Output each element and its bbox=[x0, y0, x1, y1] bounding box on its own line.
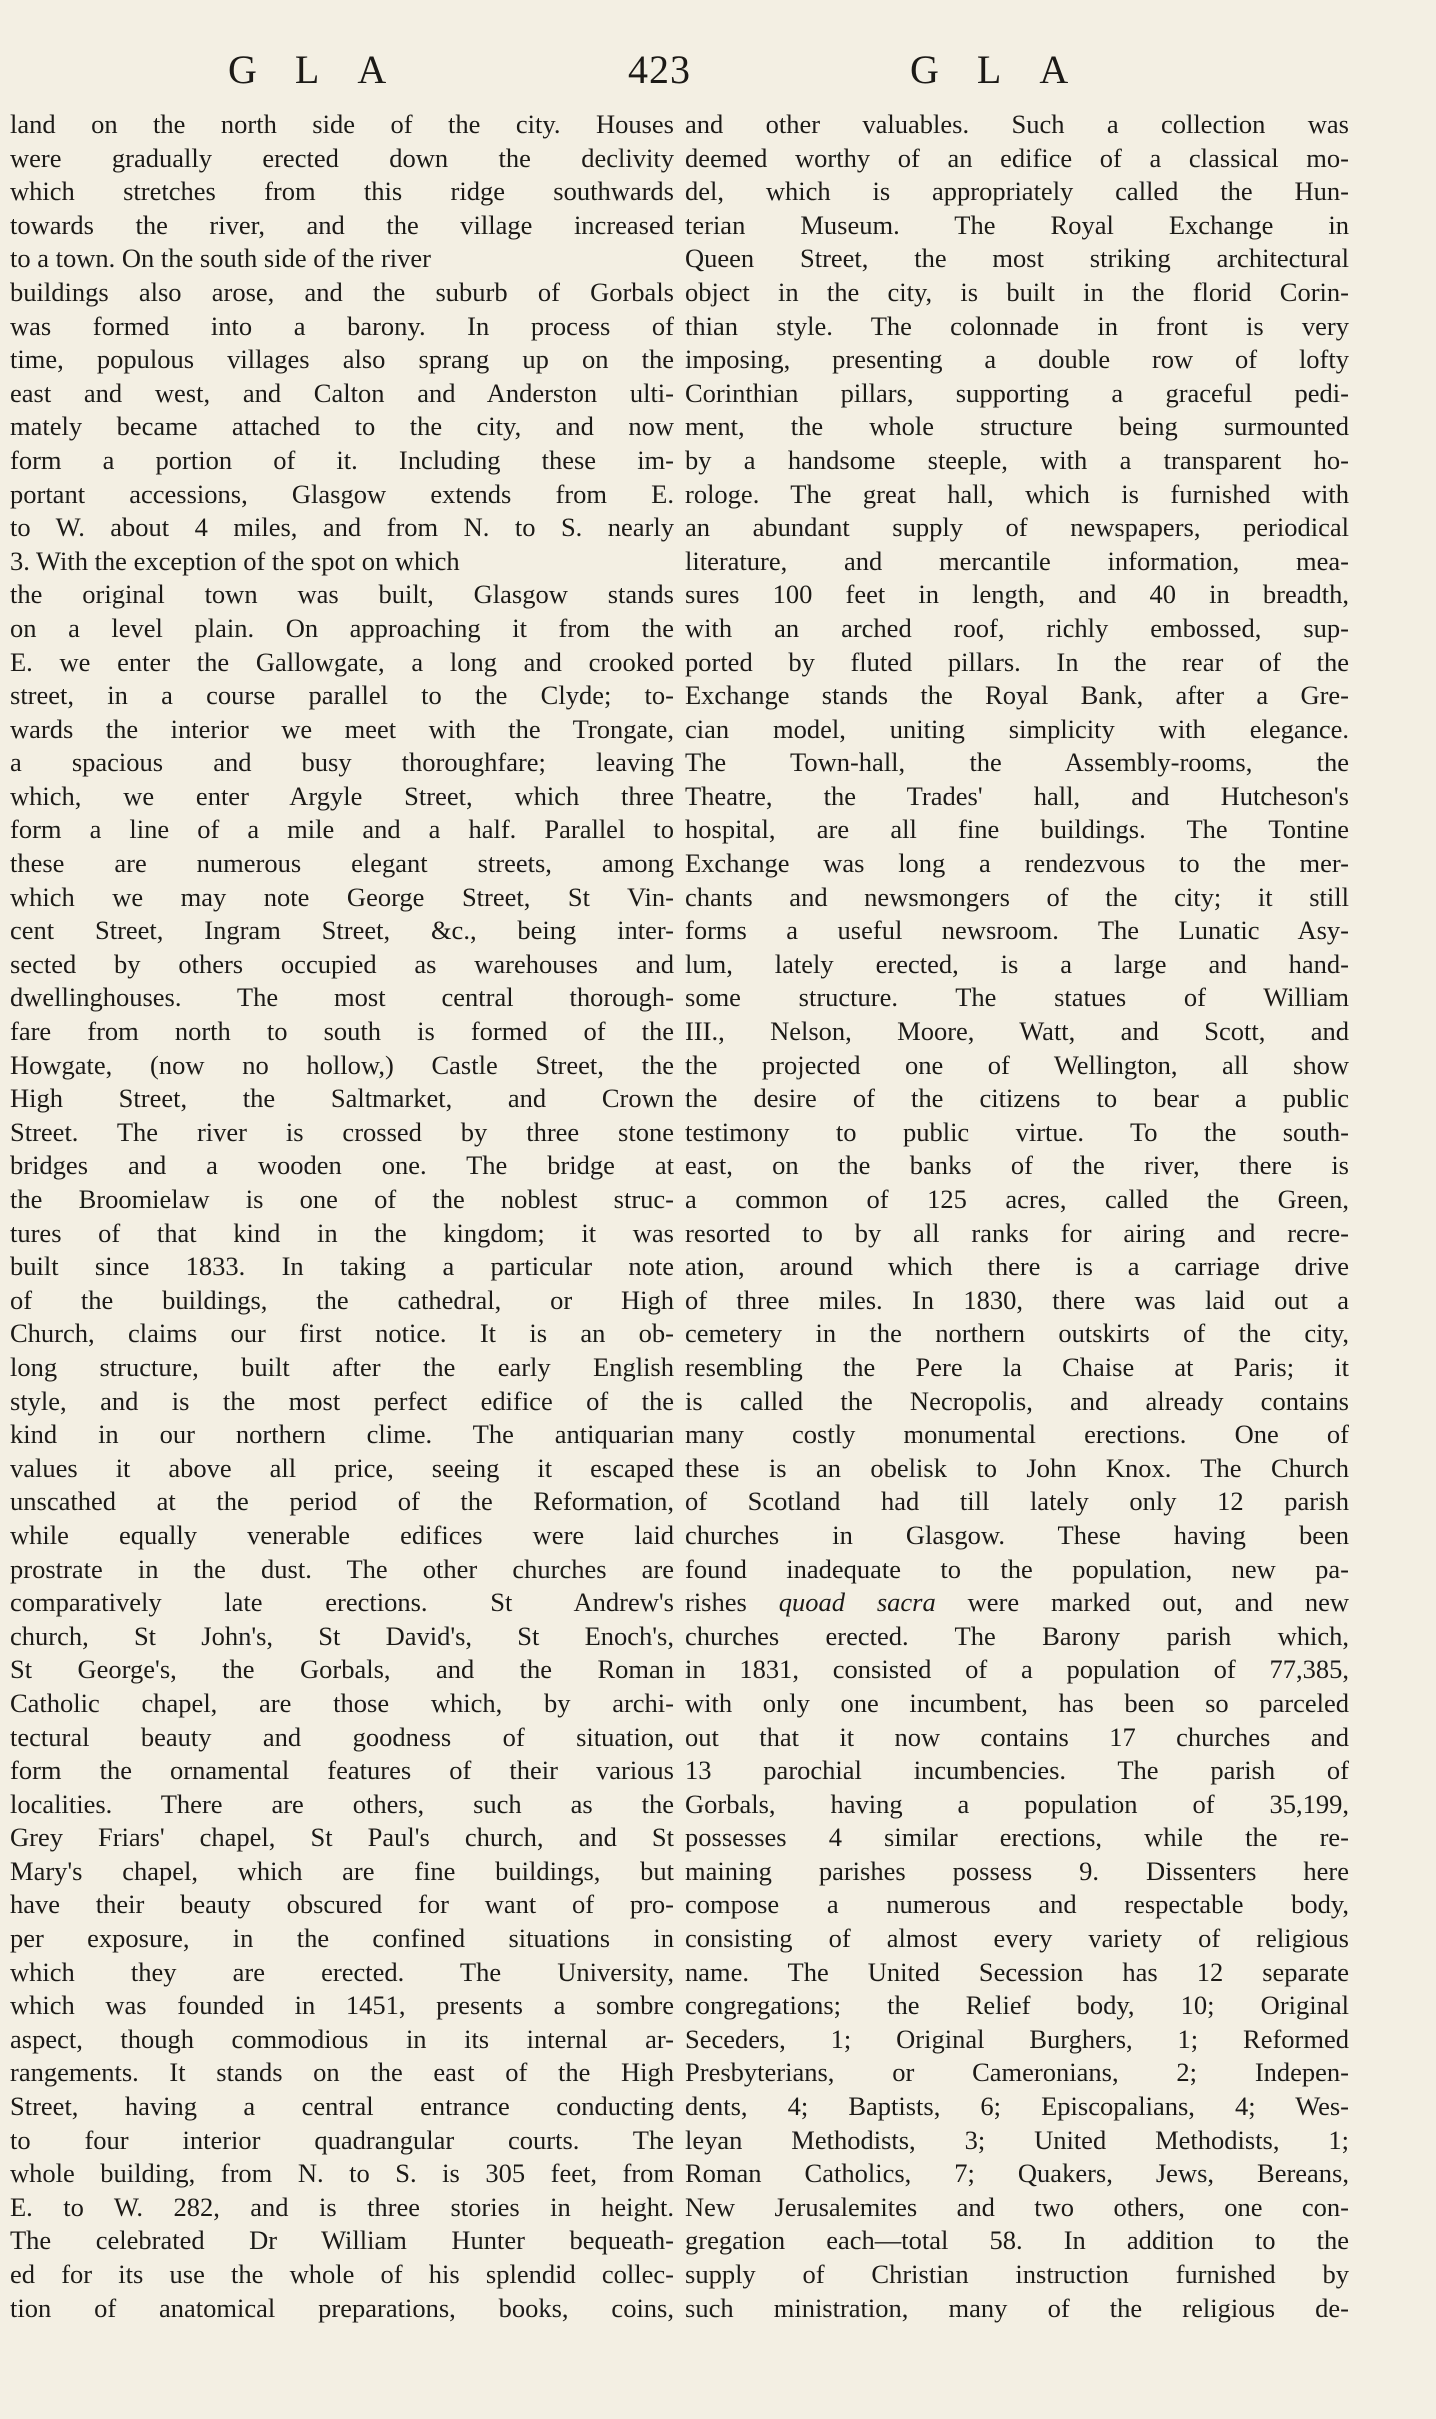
text-line: cemetery in the northern outskirts of the city, bbox=[685, 1318, 1349, 1349]
text-line: is called the Necropolis, and already contains bbox=[685, 1385, 1349, 1416]
text-line: The celebrated Dr William Hunter bequeath- bbox=[10, 2225, 674, 2256]
text-line: with only one incumbent, has been so parceled bbox=[685, 1687, 1349, 1718]
text-line: by a handsome steeple, with a transparent ho- bbox=[685, 444, 1349, 475]
text-line: dwellinghouses. The most central thorough- bbox=[10, 982, 674, 1013]
text-line: which stretches from this ridge southwards bbox=[10, 176, 674, 207]
text-line: Exchange stands the Royal Bank, after a Gre- bbox=[685, 680, 1349, 711]
text-line: del, which is appropriately called the Hun- bbox=[685, 176, 1349, 207]
text-line: tion of anatomical preparations, books, coins, bbox=[10, 2292, 674, 2323]
text-line: ation, around which there is a carriage drive bbox=[685, 1251, 1349, 1282]
text-line: Roman Catholics, 7; Quakers, Jews, Bereans, bbox=[685, 2158, 1349, 2189]
text-line: whole building, from N. to S. is 305 feet, from bbox=[10, 2158, 674, 2189]
text-line: gregation each—total 58. In addition to the bbox=[685, 2225, 1349, 2256]
text-line: object in the city, is built in the florid Corin- bbox=[685, 276, 1349, 307]
text-line: 3. With the exception of the spot on which bbox=[10, 545, 460, 576]
text-line: the desire of the citizens to bear a public bbox=[685, 1083, 1349, 1114]
text-line: E. we enter the Gallowgate, a long and crooked bbox=[10, 646, 674, 677]
text-line: churches erected. The Barony parish which, bbox=[685, 1620, 1349, 1651]
text-line: towards the river, and the village increased bbox=[10, 209, 674, 240]
right-text-column bbox=[685, 108, 1349, 2325]
text-line: form a portion of it. Including these im- bbox=[10, 444, 674, 475]
text-line: consisting of almost every variety of religious bbox=[685, 1923, 1349, 1954]
text-line: some structure. The statues of William bbox=[685, 982, 1349, 1013]
text-line: which they are erected. The University, bbox=[10, 1956, 674, 1987]
text-line: while equally venerable edifices were laid bbox=[10, 1519, 674, 1550]
text-line: Presbyterians, or Cameronians, 2; Indepen- bbox=[685, 2057, 1349, 2088]
text-line: imposing, presenting a double row of lofty bbox=[685, 344, 1349, 375]
text-line: Theatre, the Trades' hall, and Hutcheson's bbox=[685, 780, 1349, 811]
text-line: hospital, are all fine buildings. The Tontine bbox=[685, 814, 1349, 845]
text-line: High Street, the Saltmarket, and Crown bbox=[10, 1083, 674, 1114]
text-line: chants and newsmongers of the city; it still bbox=[685, 881, 1349, 912]
text-line: sected by others occupied as warehouses and bbox=[10, 948, 674, 979]
text-line: on a level plain. On approaching it from the bbox=[10, 612, 674, 643]
text-line: rishes quoad sacra were marked out, and new bbox=[685, 1587, 1349, 1618]
text-line: forms a useful newsroom. The Lunatic Asy- bbox=[685, 915, 1349, 946]
text-line: and other valuables. Such a collection was bbox=[685, 109, 1349, 139]
text-line: to a town. On the south side of the river bbox=[10, 243, 431, 274]
text-line: mately became attached to the city, and now bbox=[10, 411, 674, 442]
text-line: of Scotland had till lately only 12 parish bbox=[685, 1486, 1349, 1517]
text-line: tectural beauty and goodness of situation, bbox=[10, 1721, 674, 1752]
header-left-keyword: GLA bbox=[228, 47, 425, 92]
text-line: aspect, though commodious in its internal ar- bbox=[10, 2023, 674, 2054]
text-line: east and west, and Calton and Anderston ulti- bbox=[10, 377, 674, 408]
text-line: of the buildings, the cathedral, or High bbox=[10, 1284, 674, 1315]
text-line: values it above all price, seeing it escaped bbox=[10, 1452, 674, 1483]
text-line: fare from north to south is formed of the bbox=[10, 1016, 674, 1047]
text-line: Howgate, (now no hollow,) Castle Street, the bbox=[10, 1049, 674, 1080]
text-line: 13 parochial incumbencies. The parish of bbox=[685, 1755, 1349, 1786]
text-line: such ministration, many of the religious de- bbox=[685, 2292, 1349, 2323]
text-line: resorted to by all ranks for airing and recre- bbox=[685, 1217, 1349, 1248]
text-line: leyan Methodists, 3; United Methodists, 1; bbox=[685, 2124, 1349, 2155]
text-line: III., Nelson, Moore, Watt, and Scott, and bbox=[685, 1016, 1349, 1047]
text-line: Queen Street, the most striking architectural bbox=[685, 243, 1349, 274]
text-line: churches in Glasgow. These having been bbox=[685, 1519, 1349, 1550]
text-line: prostrate in the dust. The other churches are bbox=[10, 1553, 674, 1584]
text-line: to W. about 4 miles, and from N. to S. nearly bbox=[10, 512, 674, 543]
text-line: Grey Friars' chapel, St Paul's church, and St bbox=[10, 1822, 674, 1853]
text-line: built since 1833. In taking a particular note bbox=[10, 1251, 674, 1282]
text-line: rangements. It stands on the east of the High bbox=[10, 2057, 674, 2088]
text-line: portant accessions, Glasgow extends from E. bbox=[10, 478, 674, 509]
text-line: have their beauty obscured for want of pro- bbox=[10, 1889, 674, 1920]
text-line: ment, the whole structure being surmounted bbox=[685, 411, 1349, 442]
text-line: St George's, the Gorbals, and the Roman bbox=[10, 1654, 674, 1685]
text-line: testimony to public virtue. To the south- bbox=[685, 1116, 1349, 1147]
text-line: found inadequate to the population, new pa- bbox=[685, 1553, 1349, 1584]
text-line: in 1831, consisted of a population of 77,385, bbox=[685, 1654, 1349, 1685]
text-line: a spacious and busy thoroughfare; leaving bbox=[10, 747, 674, 778]
text-line: ported by fluted pillars. In the rear of the bbox=[685, 646, 1349, 677]
text-line: form the ornamental features of their various bbox=[10, 1755, 674, 1786]
text-line: E. to W. 282, and is three stories in height. bbox=[10, 2191, 674, 2222]
text-line: name. The United Secession has 12 separate bbox=[685, 1956, 1349, 1987]
text-line: ed for its use the whole of his splendid collec- bbox=[10, 2259, 674, 2289]
text-line: deemed worthy of an edifice of a classical mo- bbox=[685, 142, 1349, 173]
text-line: Corinthian pillars, supporting a graceful pedi- bbox=[685, 377, 1349, 408]
text-line: east, on the banks of the river, there is bbox=[685, 1150, 1349, 1181]
text-line: the original town was built, Glasgow stands bbox=[10, 579, 674, 610]
text-line: Church, claims our first notice. It is an ob- bbox=[10, 1318, 674, 1349]
text-line: these are numerous elegant streets, among bbox=[10, 848, 674, 879]
page-number: 423 bbox=[628, 47, 691, 92]
text-line: which was founded in 1451, presents a sombre bbox=[10, 1990, 674, 2021]
text-line: Catholic chapel, are those which, by archi- bbox=[10, 1687, 674, 1718]
text-line: form a line of a mile and a half. Parallel to bbox=[10, 814, 674, 845]
text-line: per exposure, in the confined situations in bbox=[10, 1923, 674, 1954]
text-line: buildings also arose, and the suburb of Gorbals bbox=[10, 276, 674, 307]
text-line: style, and is the most perfect edifice of the bbox=[10, 1385, 674, 1416]
text-line: unscathed at the period of the Reformation, bbox=[10, 1486, 674, 1517]
text-line: were gradually erected down the declivity bbox=[10, 142, 674, 173]
text-line: which we may note George Street, St Vin- bbox=[10, 881, 674, 912]
text-line: an abundant supply of newspapers, periodical bbox=[685, 512, 1349, 543]
left-text-column bbox=[10, 108, 674, 2325]
text-line: Street. The river is crossed by three stone bbox=[10, 1116, 674, 1147]
text-line: kind in our northern clime. The antiquarian bbox=[10, 1419, 674, 1450]
text-line: lum, lately erected, is a large and hand- bbox=[685, 948, 1349, 979]
text-line: tures of that kind in the kingdom; it was bbox=[10, 1217, 674, 1248]
text-line: literature, and mercantile information, mea- bbox=[685, 545, 1349, 576]
text-line: these is an obelisk to John Knox. The Church bbox=[685, 1452, 1349, 1483]
italic-phrase: quoad sacra bbox=[778, 1587, 936, 1618]
text-line: Street, having a central entrance conducting bbox=[10, 2091, 674, 2122]
text-line: rologe. The great hall, which is furnished with bbox=[685, 478, 1349, 509]
text-line: The Town-hall, the Assembly-rooms, the bbox=[685, 747, 1349, 778]
text-line: the Broomielaw is one of the noblest struc- bbox=[10, 1184, 674, 1214]
text-line: church, St John's, St David's, St Enoch's, bbox=[10, 1620, 674, 1651]
text-line: land on the north side of the city. Houses bbox=[10, 109, 674, 139]
text-line: long structure, built after the early English bbox=[10, 1351, 674, 1382]
text-line: comparatively late erections. St Andrew's bbox=[10, 1587, 674, 1618]
text-line: compose a numerous and respectable body, bbox=[685, 1889, 1349, 1920]
text-line: thian style. The colonnade in front is very bbox=[685, 310, 1349, 341]
text-line: a common of 125 acres, called the Green, bbox=[685, 1184, 1349, 1214]
text-line: congregations; the Relief body, 10; Original bbox=[685, 1990, 1349, 2021]
text-line: time, populous villages also sprang up on the bbox=[10, 344, 674, 375]
text-line: was formed into a barony. In process of bbox=[10, 310, 674, 341]
text-line: Gorbals, having a population of 35,199, bbox=[685, 1788, 1349, 1819]
text-line: localities. There are others, such as the bbox=[10, 1788, 674, 1819]
text-line: which, we enter Argyle Street, which three bbox=[10, 780, 674, 811]
text-line: the projected one of Wellington, all show bbox=[685, 1049, 1349, 1080]
text-line: dents, 4; Baptists, 6; Episcopalians, 4; Wes- bbox=[685, 2091, 1349, 2122]
running-header bbox=[0, 46, 1436, 98]
text-line: Seceders, 1; Original Burghers, 1; Reformed bbox=[685, 2023, 1349, 2054]
text-line: Mary's chapel, which are fine buildings, but bbox=[10, 1855, 674, 1886]
text-line: wards the interior we meet with the Trongate, bbox=[10, 713, 674, 744]
text-line: maining parishes possess 9. Dissenters here bbox=[685, 1855, 1349, 1886]
text-line: terian Museum. The Royal Exchange in bbox=[685, 209, 1349, 240]
text-line: Exchange was long a rendezvous to the mer- bbox=[685, 848, 1349, 879]
header-right-keyword: GLA bbox=[910, 47, 1107, 92]
text-line: resembling the Pere la Chaise at Paris; it bbox=[685, 1351, 1349, 1382]
text-line: out that it now contains 17 churches and bbox=[685, 1721, 1349, 1752]
text-line: supply of Christian instruction furnished by bbox=[685, 2259, 1349, 2289]
text-line: with an arched roof, richly embossed, sup- bbox=[685, 612, 1349, 643]
text-line: of three miles. In 1830, there was laid out a bbox=[685, 1284, 1349, 1315]
text-line: cian model, uniting simplicity with elegance. bbox=[685, 713, 1349, 744]
text-line: bridges and a wooden one. The bridge at bbox=[10, 1150, 674, 1181]
text-line: cent Street, Ingram Street, &c., being inter- bbox=[10, 915, 674, 946]
text-line: possesses 4 similar erections, while the re- bbox=[685, 1822, 1349, 1853]
text-line: sures 100 feet in length, and 40 in breadth, bbox=[685, 579, 1349, 610]
text-line: New Jerusalemites and two others, one con- bbox=[685, 2191, 1349, 2222]
text-line: street, in a course parallel to the Clyde; to- bbox=[10, 680, 674, 711]
text-line: many costly monumental erections. One of bbox=[685, 1419, 1349, 1450]
text-line: to four interior quadrangular courts. The bbox=[10, 2124, 674, 2155]
